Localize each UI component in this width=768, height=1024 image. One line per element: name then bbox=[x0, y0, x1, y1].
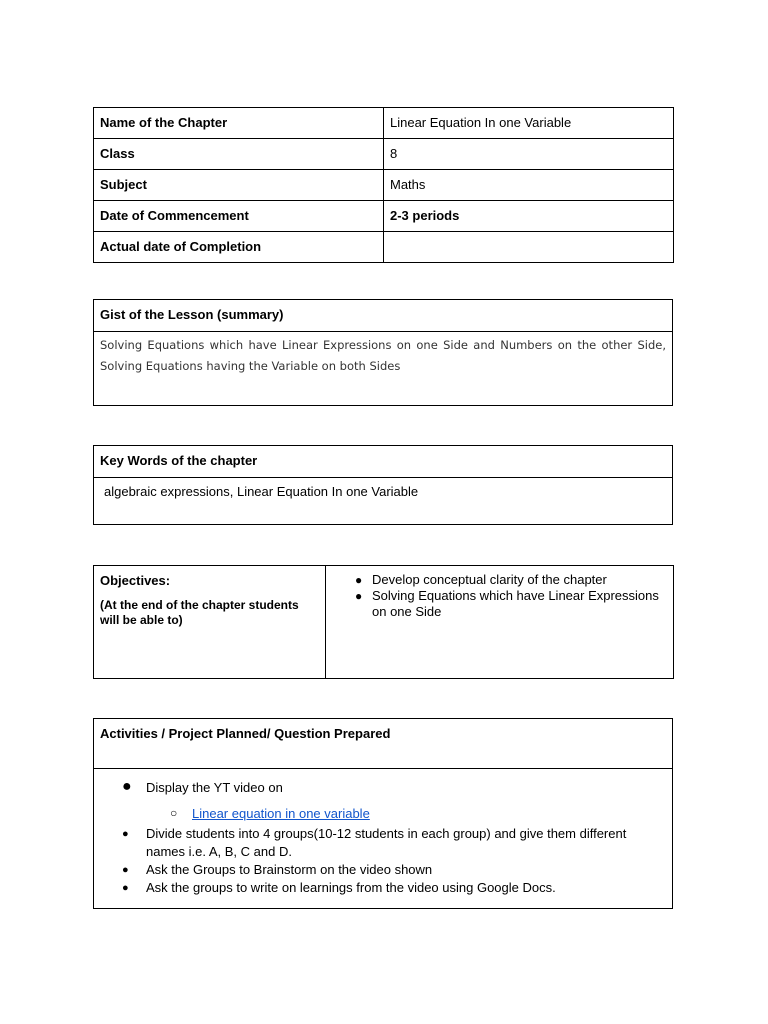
list-item bbox=[100, 805, 666, 823]
list-item bbox=[100, 779, 666, 797]
gist-title: Gist of the Lesson (summary) bbox=[94, 300, 673, 332]
chapter-info-table bbox=[93, 107, 674, 263]
objectives-title: Objectives: bbox=[100, 573, 171, 588]
gist-text: Solving Equations which have Linear Expressions on one Side and Numbers on the other Side, Solving Equations having the Variable on both Sides bbox=[94, 332, 673, 406]
table-row bbox=[94, 108, 674, 139]
objective-text: Develop conceptual clarity of the chapter bbox=[372, 572, 607, 587]
list-item bbox=[100, 861, 666, 879]
bullet-icon: ● bbox=[355, 589, 363, 603]
activities-title: Activities / Project Planned/ Question Prepared bbox=[94, 719, 673, 769]
list-item bbox=[100, 879, 666, 897]
table-row bbox=[94, 139, 674, 170]
objectives-subtitle: (At the end of the chapter students will be able to) bbox=[100, 598, 299, 627]
table-row bbox=[94, 201, 674, 232]
table-row bbox=[94, 332, 673, 406]
video-link[interactable]: Linear equation in one variable bbox=[192, 806, 370, 821]
class-value: 8 bbox=[384, 139, 674, 170]
objectives-left-cell bbox=[94, 566, 326, 679]
commencement-label: Date of Commencement bbox=[94, 201, 384, 232]
keywords-table bbox=[93, 445, 673, 525]
bullet-icon: ● bbox=[122, 864, 129, 876]
subject-label: Subject bbox=[94, 170, 384, 201]
activity-text: Ask the Groups to Brainstorm on the video shown bbox=[146, 862, 433, 877]
objectives-table bbox=[93, 565, 674, 679]
activity-text: Display the YT video on bbox=[146, 780, 283, 795]
list-item bbox=[332, 588, 667, 620]
bullet-icon: ● bbox=[122, 882, 129, 894]
table-row bbox=[94, 478, 673, 525]
keywords-text: algebraic expressions, Linear Equation In one Variable bbox=[94, 478, 673, 525]
table-row bbox=[94, 719, 673, 769]
objective-text: Solving Equations which have Linear Expressions on one Side bbox=[372, 588, 659, 619]
bullet-icon: ● bbox=[122, 828, 129, 840]
table-row bbox=[94, 446, 673, 478]
activity-text: Divide students into 4 groups(10-12 students in each group) and give them different names i.e. A, B, C and D. bbox=[146, 826, 627, 859]
table-row bbox=[94, 300, 673, 332]
table-row bbox=[94, 170, 674, 201]
list-item bbox=[332, 572, 667, 588]
chapter-name-value: Linear Equation In one Variable bbox=[384, 108, 674, 139]
keywords-title: Key Words of the chapter bbox=[94, 446, 673, 478]
bullet-icon: ● bbox=[122, 778, 132, 795]
objectives-right-cell bbox=[326, 566, 674, 679]
table-row bbox=[94, 769, 673, 909]
completion-value bbox=[384, 232, 674, 263]
activities-table bbox=[93, 718, 673, 909]
activities-list bbox=[100, 779, 666, 897]
table-row bbox=[94, 232, 674, 263]
gist-table bbox=[93, 299, 673, 406]
commencement-value: 2-3 periods bbox=[384, 201, 674, 232]
table-row bbox=[94, 566, 674, 679]
completion-label: Actual date of Completion bbox=[94, 232, 384, 263]
activities-body bbox=[94, 769, 673, 909]
objectives-list bbox=[332, 572, 667, 620]
bullet-icon: ● bbox=[355, 573, 363, 587]
circle-bullet-icon: ○ bbox=[170, 806, 178, 820]
subject-value: Maths bbox=[384, 170, 674, 201]
chapter-name-label: Name of the Chapter bbox=[94, 108, 384, 139]
activity-text: Ask the groups to write on learnings from the video using Google Docs. bbox=[146, 880, 556, 895]
class-label: Class bbox=[94, 139, 384, 170]
list-item bbox=[100, 825, 666, 861]
